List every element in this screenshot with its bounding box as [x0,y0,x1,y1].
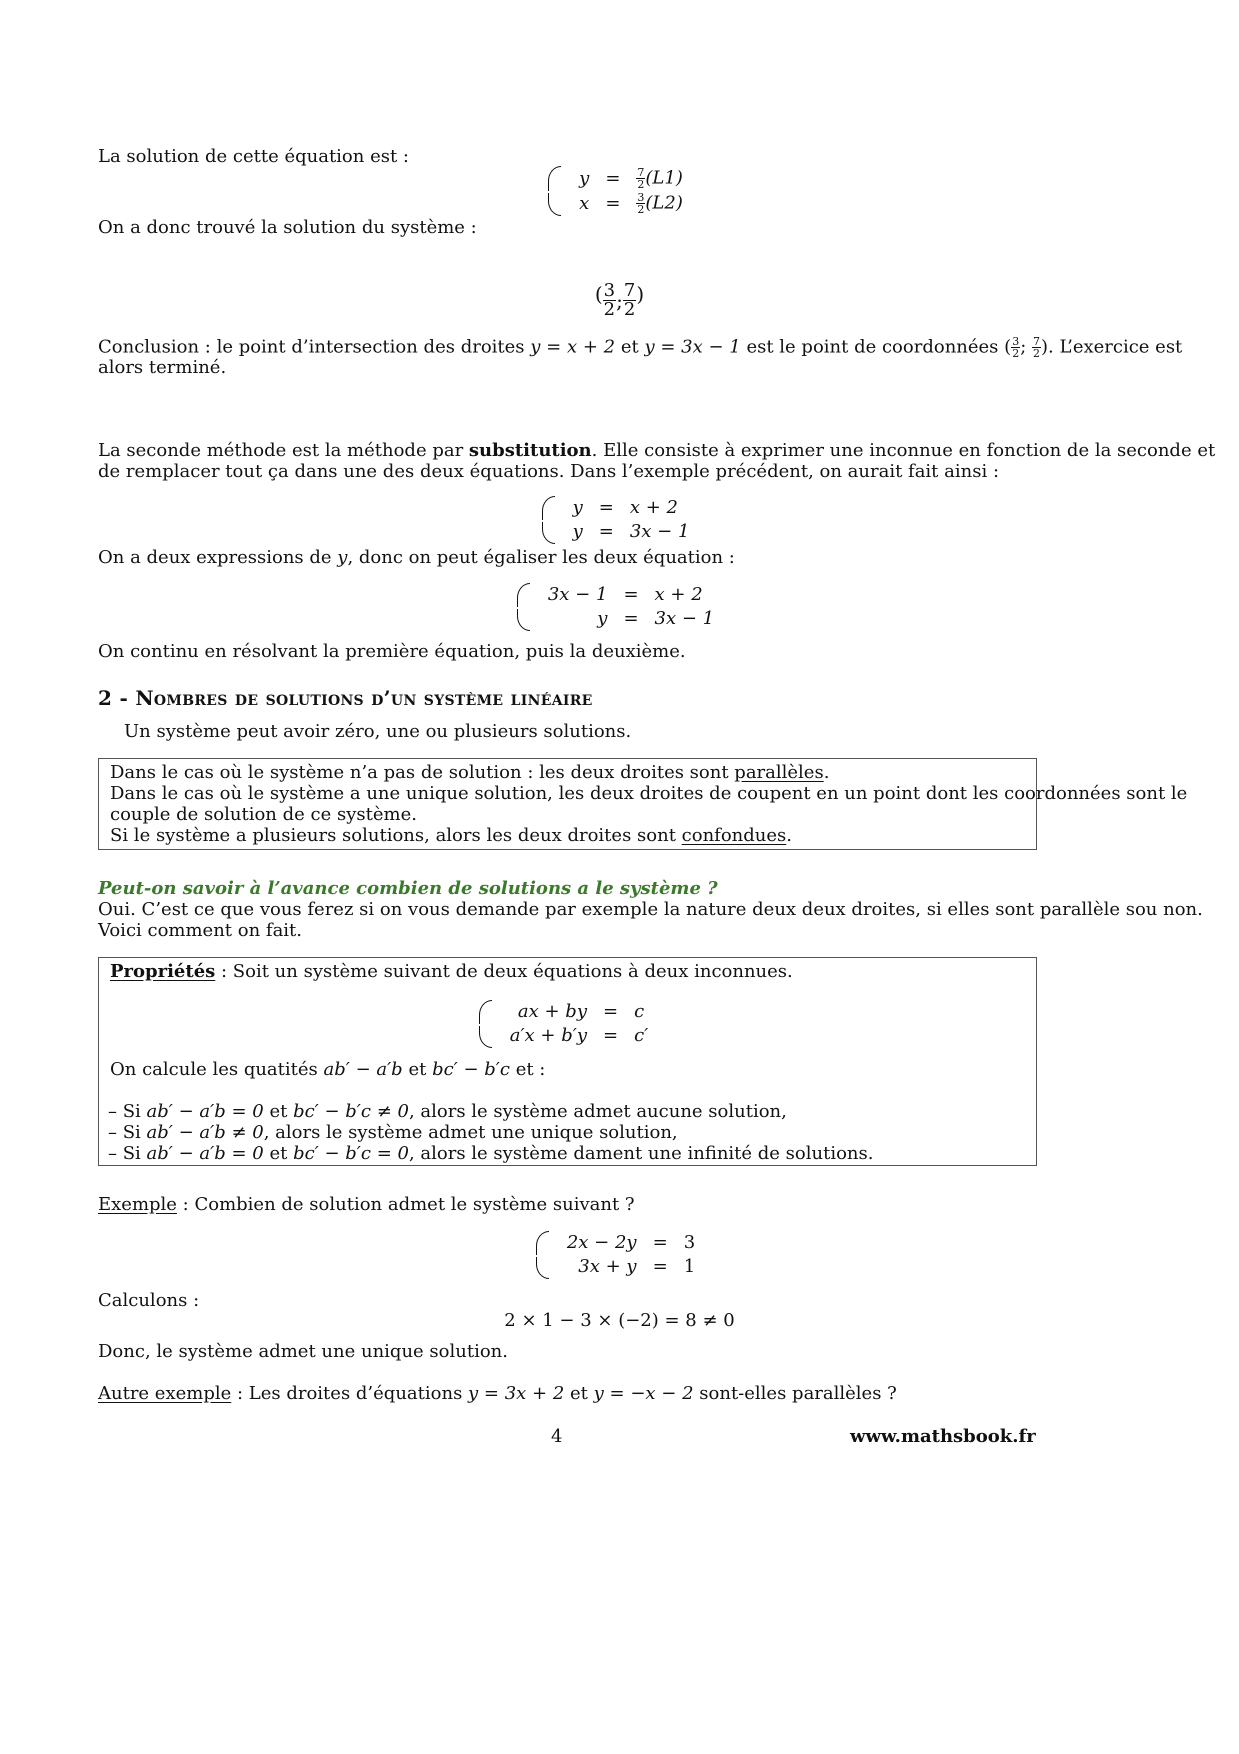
properties-calc: On calcule les quatités ab′ − a′b et bc′ − b′c et : [110,1059,546,1080]
example-intro: Exemple : Combien de solution admet le système suivant ? [98,1194,635,1215]
system-row: 3x − 1 = x + 2 [547,584,703,605]
box-line: Dans le cas où le système a une unique solution, les deux droites de coupent en un point dont les coordonnées sont le [110,783,1188,804]
conclusion-end: alors terminé. [98,357,227,378]
properties-item: – Si ab′ − a′b ≠ 0, alors le système admet une unique solution, [108,1122,678,1143]
properties-intro: Propriétés : Soit un système suivant de deux équations à deux inconnues. [110,961,793,982]
intro-text-2: On a donc trouvé la solution du système : [98,217,477,238]
substitution-paragraph-3: On a deux expressions de y, donc on peut égaliser les deux équation : [98,547,735,568]
system-row: 3x + y = 1 [578,1256,696,1277]
brace [517,583,530,631]
other-example-label: Autre exemple [98,1383,232,1404]
box-line: couple de solution de ce système. [110,804,417,825]
solution-pair: ( $\frac{3}{2}$ ; $\frac{7}{2}$ ) [594,280,645,320]
definition-box [98,758,1188,850]
properties-item: – Si ab′ − a′b = 0 et bc′ − b′c = 0, alors le système dament une infinité de solutions. [108,1143,874,1164]
substitution-paragraph-4: On continu en résolvant la première équation, puis la deuxième. [98,641,686,662]
system-row: 2x − 2y = 3 [566,1232,696,1253]
answer-line-1: Oui. C’est ce que vous ferez si on vous demande par exemple la nature deux deux droites, si elles sont parallèle sou non. [98,899,1203,920]
system-row: y = 3x − 1 [572,521,690,542]
brace [536,1231,549,1279]
conclusion: Conclusion : le point d’intersection des droites y = x + 2 et y = 3x − 1 est le point de coordonnées ( $\frac{3}{2}$ ; $\frac{7}{2}$ ). L’exercice est [98,335,1183,360]
system-row: x = $\frac{3}{2}$ (L2) [579,191,683,216]
system-row: a′x + b′y = c′ [509,1025,649,1046]
system-row: y = $\frac{7}{2}$ (L1) [579,166,683,191]
system-2 [0,496,1239,544]
brace [548,166,561,216]
example-result: Donc, le système admet une unique solution. [98,1341,508,1362]
section-intro: Un système peut avoir zéro, une ou plusieurs solutions. [124,721,632,742]
site-url[interactable]: www.mathsbook.fr [850,1426,1036,1447]
brace [479,1000,492,1048]
answer-line-2: Voici comment on fait. [98,920,303,941]
box-line: Si le système a plusieurs solutions, alors les deux droites sont confondues. [110,825,792,846]
properties-label: Propriétés [110,961,216,982]
question-heading: Peut-on savoir à l’avance combien de solutions a le système ? [98,878,718,899]
system-4 [99,1000,1036,1048]
properties-item: – Si ab′ − a′b = 0 et bc′ − b′c ≠ 0, alors le système admet aucune solution, [108,1101,787,1122]
box-line: Dans le cas où le système n’a pas de solution : les deux droites sont parallèles. [110,762,830,783]
system-row: ax + by = c [517,1001,645,1022]
page-number: 4 [551,1426,563,1447]
system-5 [0,1231,1239,1279]
calc-expression: 2 × 1 − 3 × (−2) = 8 ≠ 0 [504,1310,735,1331]
substitution-paragraph-1: La seconde méthode est la méthode par substitution. Elle consiste à exprimer une inconnue en fonction de la seconde et [98,440,1216,461]
section-title: 2 - Nombres de solutions d’un système linéaire [98,686,593,710]
substitution-paragraph-2: de remplacer tout ça dans une des deux équations. Dans l’exemple précédent, on aurait fait ainsi : [98,461,1000,482]
intro-text-1: La solution de cette équation est : [98,146,409,167]
system-1 [0,166,1239,216]
other-example: Autre exemple : Les droites d’équations y = 3x + 2 et y = −x − 2 sont-elles parallèles ? [98,1383,897,1404]
properties-box [98,957,1037,1166]
system-row: y = x + 2 [572,497,678,518]
calc-label: Calculons : [98,1290,200,1311]
brace [542,496,555,544]
system-3 [0,583,1239,631]
example-label: Exemple [98,1194,177,1215]
system-row: y = 3x − 1 [597,608,715,629]
